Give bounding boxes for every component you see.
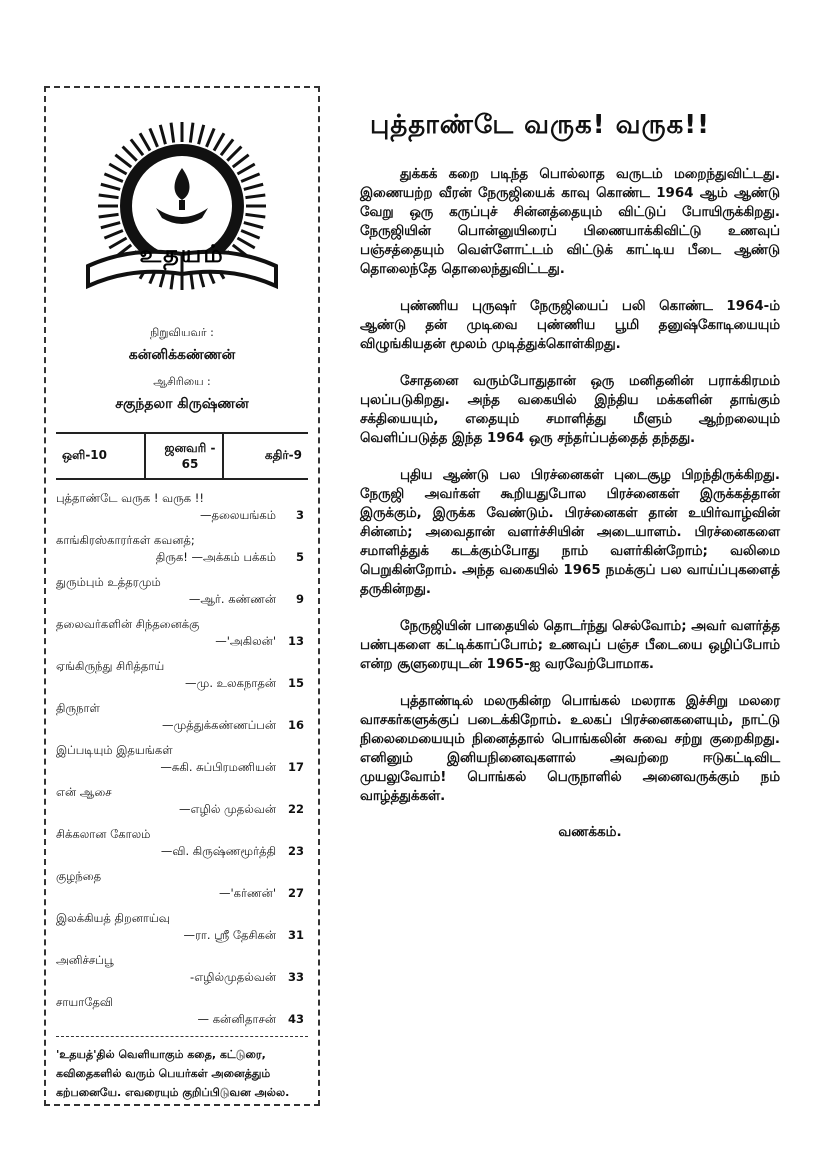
founder-name: கன்னிக்கண்ணன் <box>128 347 236 363</box>
toc-title: குழந்தை <box>56 869 102 883</box>
editorial-paragraph: சோதனை வரும்போதுதான் ஒரு மனிதனின் பராக்கிரமம் புலப்படுகிறது. அந்த வகையில் இந்திய மக்களின் தாங்கும் சக்தியையும், எதையும் சமாளித்து மீளும் ஆற்றலையும் வெளிப்படுத்த இந்த 1964 ஒரு சந்தர்ப்பத்தைத் தந்தது. <box>360 374 780 446</box>
toc-author: -எழில்முதல்வன் <box>190 970 276 984</box>
toc-page-number: 5 <box>295 550 304 564</box>
toc-page-number: 33 <box>287 970 304 984</box>
toc-entry <box>56 532 308 566</box>
toc-page-number: 27 <box>287 886 304 900</box>
toc-author: —'அகிலன்' <box>215 634 276 648</box>
toc-author: —மு. உலகநாதன் <box>185 676 276 690</box>
toc-page-number: 16 <box>287 718 304 732</box>
toc-entry <box>56 658 308 692</box>
editorial-paragraph: துக்கக் கறை படிந்த பொல்லாத வருடம் மறைந்துவிட்டது. இணையற்ற வீரன் நேருஜியைக் காவு கொண்ட 1964 ஆம் ஆண்டு வேறு ஒரு கருப்புச் சின்னத்தையும் விட்டுப் போயிருக்கிறது. நேருஜியின் பொன்னுயிரைப் பிணையாக்கிவிட்டு உணவுப் பஞ்சத்தையும் வெள்ளோட்டம் விட்டுக் காட்டிய பீடை ஆண்டு தொலைந்தே தொலைந்துவிட்டது. <box>360 167 780 277</box>
toc-page-number: 17 <box>287 760 304 774</box>
table-of-contents <box>56 490 308 1028</box>
toc-page-number: 23 <box>287 844 304 858</box>
toc-entry <box>56 742 308 776</box>
toc-page-number: 43 <box>287 1012 304 1026</box>
toc-author: —ரா. ஸ்ரீ தேசிகன் <box>183 928 276 942</box>
toc-author: —சுகி. சுப்பிரமணியன் <box>160 760 276 774</box>
toc-title: என் ஆசை <box>56 785 112 799</box>
editorial-body <box>360 165 780 806</box>
magazine-logo <box>72 116 292 316</box>
toc-entry <box>56 490 308 524</box>
toc-page-number: 13 <box>287 634 304 648</box>
editorial-column <box>360 110 780 842</box>
toc-entry <box>56 784 308 818</box>
editorial-paragraph: புதிய ஆண்டு பல பிரச்னைகள் புடைசூழ பிறந்திருக்கிறது. நேருஜி அவர்கள் கூறியதுபோல பிரச்னைகள் இருக்கத்தான் இருக்கும், இருக்க வேண்டும். பிரச்னைகள் தான் உயிர்வாழ்வின் சின்னம்; அவைதான் வளர்ச்சியின் அடையாளம். பிரச்னைகளை சமாளித்துக் கடக்கும்போது நாம் வளர்கின்றோம்; வலிமை பெறுகின்றோம். அந்த வகையில் 1965 நமக்குப் பல வாய்ப்புகளைத் தருகின்றது. <box>360 468 780 597</box>
toc-title: தலைவர்களின் சிந்தனைக்கு <box>56 617 200 631</box>
editorial-signoff: வணக்கம். <box>558 824 622 840</box>
toc-author: —வி. கிருஷ்ணமூர்த்தி <box>160 844 276 858</box>
toc-author: —முத்துக்கண்ணப்பன் <box>162 718 276 732</box>
toc-title: திருநாள் <box>56 701 100 715</box>
sidebar-panel <box>44 86 320 1106</box>
toc-title: சிக்கலான கோலம் <box>56 827 151 841</box>
issue-info-bar <box>56 432 308 480</box>
issue-date: ஜனவரி - 65 <box>164 441 216 471</box>
editorial-paragraph: புத்தாண்டில் மலருகின்ற பொங்கல் மலராக இச்சிறு மலரை வாசகர்களுக்குப் படைக்கிறோம். உலகப் பிரச்னைகளையும், நாட்டு நிலைமையையும் நினைத்தால் பொங்கலின் சுவை சற்று குறைகிறது. எனினும் இனியநினைவுகளால் அவற்றை ஈடுகட்டிவிட முயலுவோம்! பொங்கல் பெருநாளில் அனைவருக்கும் நம் வாழ்த்துக்கள். <box>360 694 780 804</box>
issue-number: கதிர்-9 <box>264 448 302 462</box>
toc-title: புத்தாண்டே வருக ! வருக !! <box>56 491 204 505</box>
toc-entry <box>56 910 308 944</box>
toc-entry <box>56 826 308 860</box>
editorial-title: புத்தாண்டே வருக! வருக!! <box>370 110 710 140</box>
toc-author: — கன்னிதாசன் <box>197 1012 276 1026</box>
toc-page-number: 9 <box>295 592 304 606</box>
toc-title: காங்கிரஸ்காரர்கள் கவனத்; <box>56 533 195 547</box>
toc-author: —ஆர். கண்ணன் <box>188 592 276 606</box>
editor-label: ஆசிரியை : <box>153 375 211 388</box>
toc-author: —தலையங்கம் <box>200 508 276 522</box>
lamp-sun-emblem <box>72 116 292 316</box>
toc-title: சாயாதேவி <box>56 995 113 1009</box>
toc-page-number: 15 <box>287 676 304 690</box>
toc-entry <box>56 574 308 608</box>
toc-entry <box>56 994 308 1028</box>
magazine-name: உதயம் <box>139 240 225 268</box>
toc-title: இலக்கியத் திறனாய்வு <box>56 911 170 925</box>
editorial-paragraph: நேருஜியின் பாதையில் தொடர்ந்து செல்வோம்; அவர் வளர்த்த பண்புகளை கட்டிக்காப்போம்; உணவுப் பஞ்ச பீடையை ஒழிப்போம் என்ற சூளுரையுடன் 1965-ஐ வரவேற்போமாக. <box>360 619 780 672</box>
founder-label: நிறுவியவர் : <box>150 326 214 339</box>
editor-name: சகுந்தலா கிருஷ்ணன் <box>115 396 249 412</box>
toc-entry <box>56 700 308 734</box>
toc-entry <box>56 868 308 902</box>
toc-title: துரும்பும் உத்தரமும் <box>56 575 161 589</box>
disclaimer-note: 'உதயத்'தில் வெளியாகும் கதை, கட்டுரை, கவிதைகளில் வரும் பெயர்கள் அனைத்தும் கற்பனையே. எவரையும் குறிப்பிடுவன அல்ல. <box>56 1036 308 1102</box>
toc-title: ஏங்கிருந்து சிரித்தாய் <box>56 659 165 673</box>
toc-entry <box>56 952 308 986</box>
toc-author: திருக! —அக்கம் பக்கம் <box>155 550 276 564</box>
toc-page-number: 3 <box>295 508 304 522</box>
issue-volume: ஒளி-10 <box>62 448 107 462</box>
toc-author: —'கர்ணன்' <box>219 886 276 900</box>
toc-page-number: 31 <box>287 928 304 942</box>
toc-title: இப்படியும் இதயங்கள் <box>56 743 173 757</box>
toc-entry <box>56 616 308 650</box>
editorial-paragraph: புண்ணிய புருஷர் நேருஜியைப் பலி கொண்ட 1964-ம் ஆண்டு தன் முடிவை புண்ணிய பூமி தனுஷ்கோடியையும் விழுங்கியதன் மூலம் முடித்துக்கொள்கிறது. <box>360 299 780 352</box>
toc-author: —எழில் முதல்வன் <box>179 802 276 816</box>
toc-title: அனிச்சப்பூ <box>56 953 114 967</box>
toc-page-number: 22 <box>287 802 304 816</box>
